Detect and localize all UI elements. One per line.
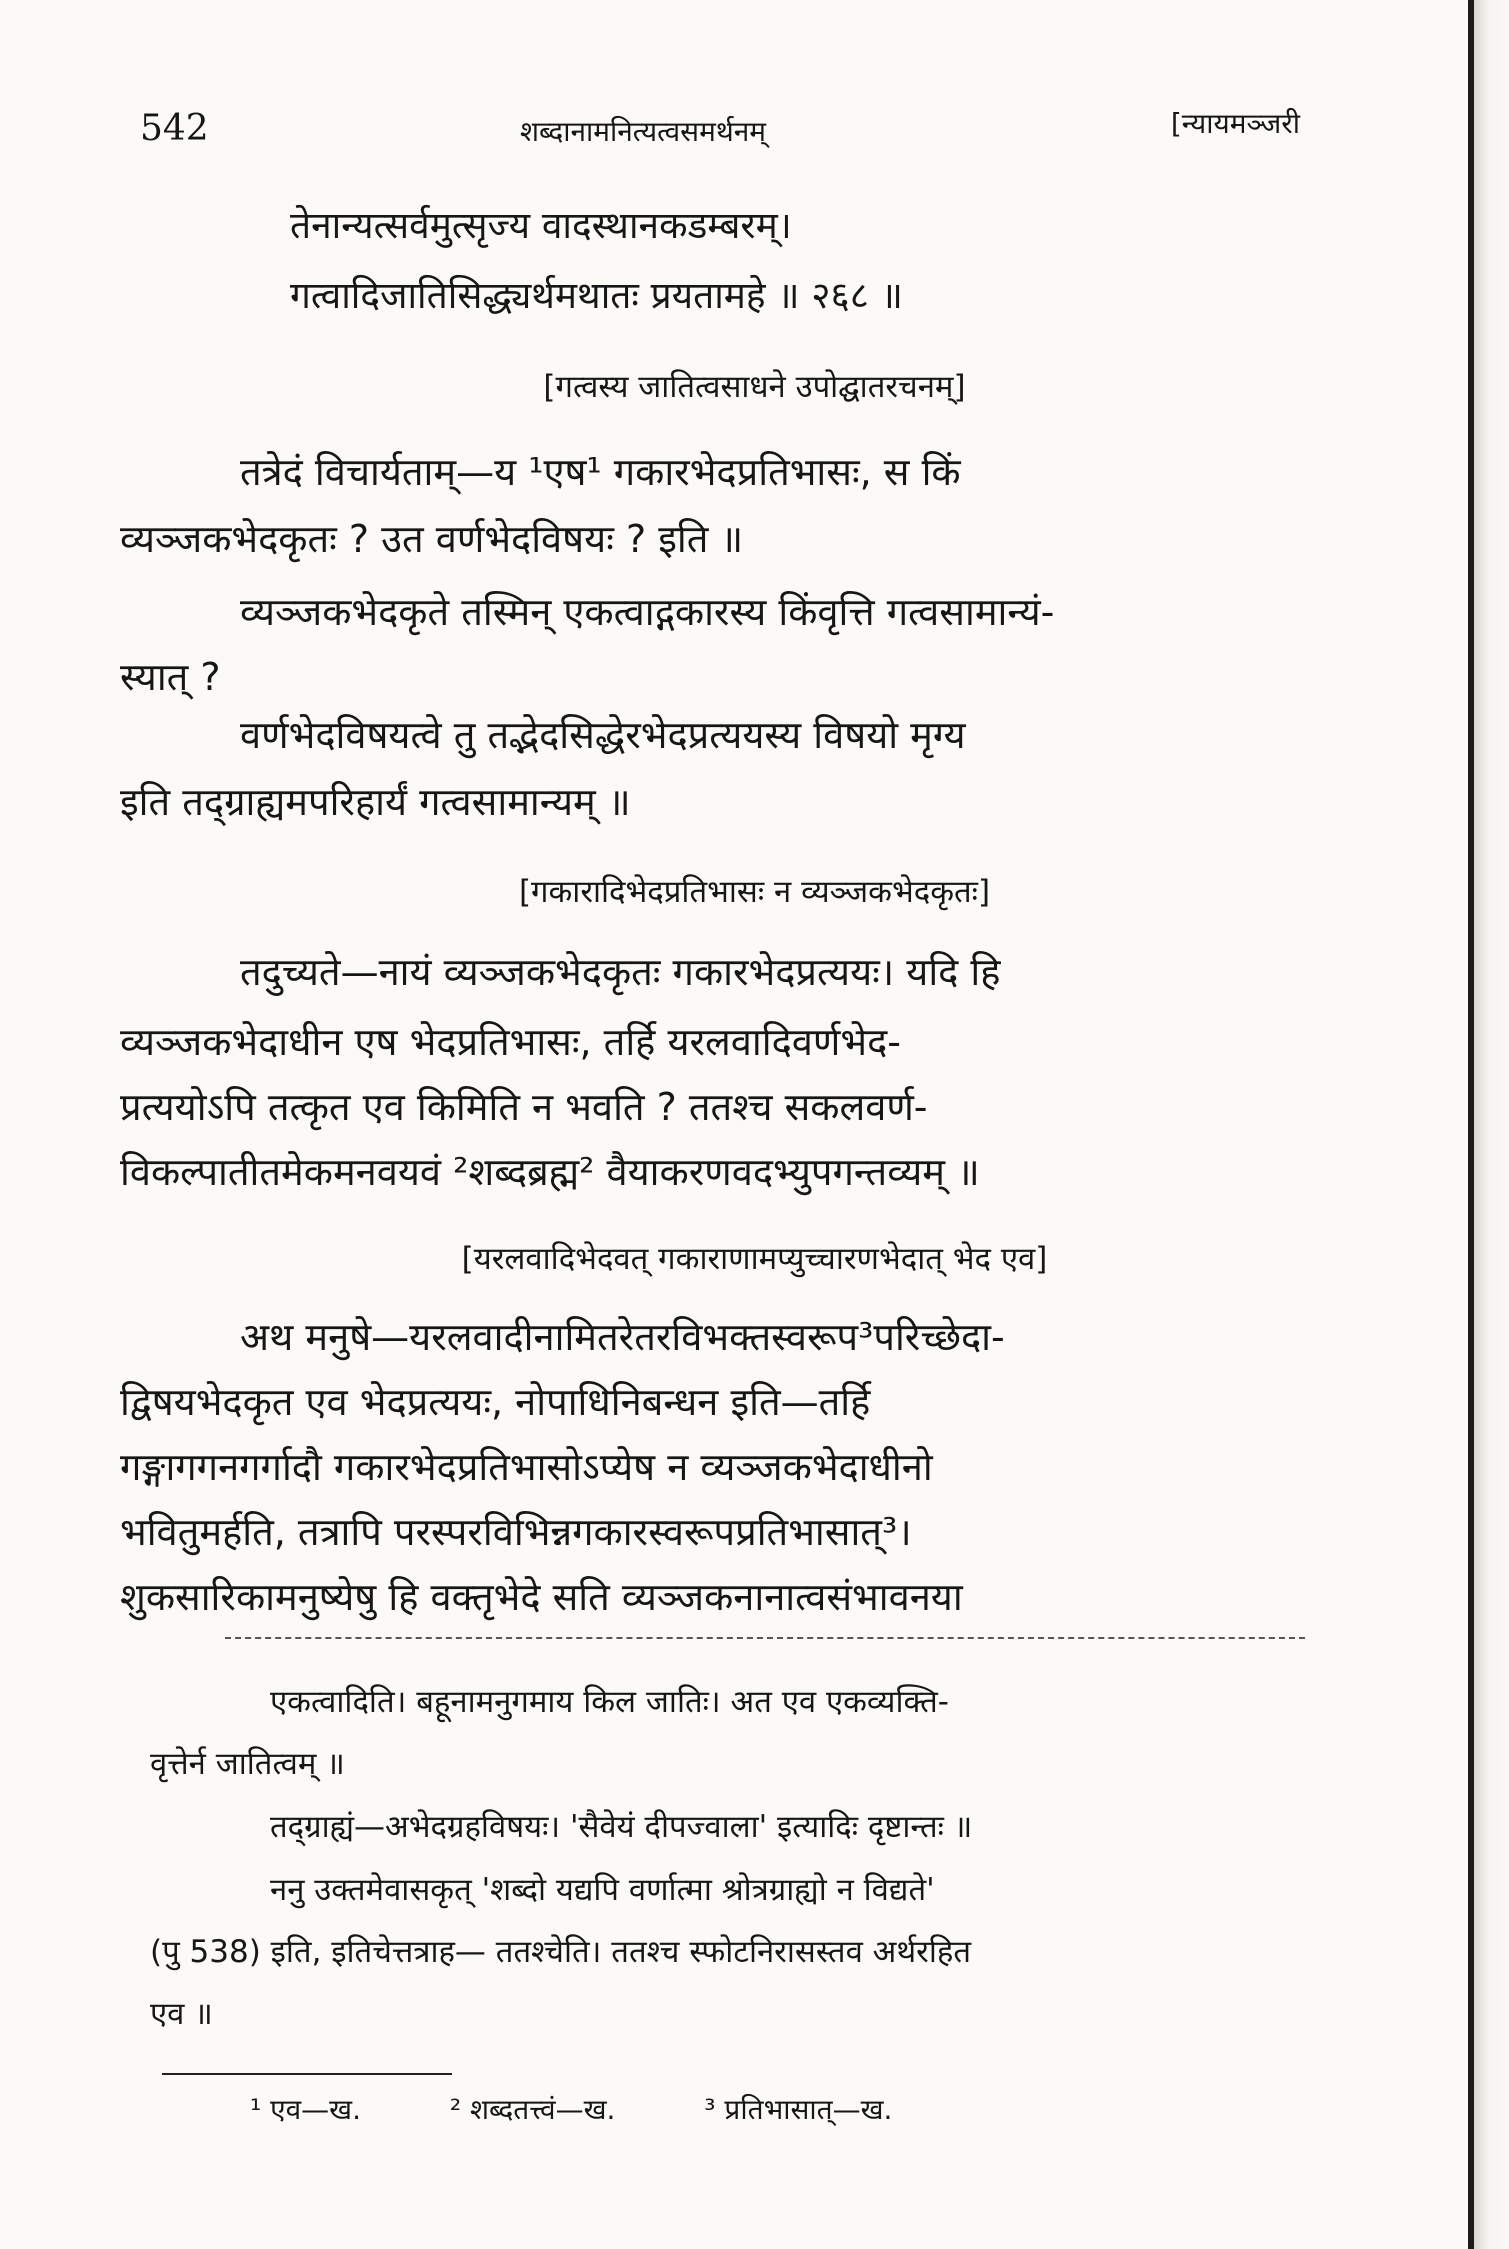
para5-line3: गङ्गागगनगर्गादौ गकारभेदप्रतिभासोऽप्येष न व्यञ्जकभेदाधीनो <box>120 1445 933 1489</box>
para2-line2: स्यात् ? <box>120 655 221 699</box>
para5-line2: द्विषयभेदकृत एव भेदप्रत्ययः, नोपाधिनिबन्धन इति—तर्हि <box>120 1380 871 1424</box>
para3-line2: इति तद्ग्राह्यमपरिहार्यं गत्वसामान्यम् ॥ <box>120 780 631 824</box>
note3-line2: (पु 538) इति, इतिचेत्तत्राह— ततश्चेति। ततश्च स्फोटनिरासस्तव अर्थरहित <box>150 1934 971 1970</box>
para5-line5: शुकसारिकामनुष्येषु हि वक्तृभेदे सति व्यञ्जकनानात्वसंभावनया <box>120 1575 963 1619</box>
footnote-3: ³ प्रतिभासात्—ख. <box>704 2093 893 2126</box>
section-heading-3: [यरलवादिभेदवत् गकाराणामप्युच्चारणभेदात् भेद एव] <box>461 1241 1048 1277</box>
para5-line1: अथ मनुषे—यरलवादीनामितरेतरविभक्तस्वरूप³परिच्छेदा- <box>240 1315 1005 1359</box>
para1-line2: व्यञ्जकभेदकृतः ? उत वर्णभेदविषयः ? इति ॥ <box>120 517 744 561</box>
para2-line1: व्यञ्जकभेदकृते तस्मिन् एकत्वाद्गकारस्य किंवृत्ति गत्वसामान्यं- <box>240 590 1055 634</box>
binding-shadow <box>1474 0 1509 2249</box>
running-title: शब्दानामनित्यत्वसमर्थनम् <box>520 115 767 148</box>
note3-line1: ननु उक्तमेवासकृत् 'शब्दो यद्यपि वर्णात्मा श्रोत्रग्राह्यो न विद्यते' <box>270 1872 935 1908</box>
verse-line-2: गत्वादिजातिसिद्ध्यर्थमथातः प्रयतामहे ॥ २६८ ॥ <box>290 274 903 317</box>
note1-line2: वृत्तेर्न जातित्वम् ॥ <box>150 1746 345 1782</box>
footnote-2: ² शब्दतत्त्वं—ख. <box>449 2093 616 2126</box>
section-heading-1: [गत्वस्य जातित्वसाधने उपोद्घातरचनम्] <box>543 369 966 405</box>
para4-line4: विकल्पातीतमेकमनवयवं ²शब्दब्रह्म² वैयाकरणवदभ्युपगन्तव्यम् ॥ <box>120 1150 980 1194</box>
page-header <box>140 100 1300 160</box>
footnote-1: ¹ एव—ख. <box>250 2093 361 2126</box>
para1-line1: तत्रेदं विचार्यताम्—य ¹एष¹ गकारभेदप्रतिभासः, स किं <box>240 450 961 494</box>
commentary-divider <box>225 1637 1305 1639</box>
section-heading-2: [गकारादिभेदप्रतिभासः न व्यञ्जकभेदकृतः] <box>518 874 991 910</box>
para4-line3: प्रत्ययोऽपि तत्कृत एव किमिति न भवति ? ततश्च सकलवर्ण- <box>120 1085 928 1129</box>
page-number: 542 <box>140 108 209 149</box>
para5-line4: भवितुमर्हति, तत्रापि परस्परविभिन्नगकारस्वरूपप्रतिभासात्³। <box>120 1510 912 1554</box>
para3-line1: वर्णभेदविषयत्वे तु तद्भेदसिद्धेरभेदप्रत्ययस्य विषयो मृग्य <box>240 713 966 757</box>
section-tag: [न्यायमञ्जरी <box>1170 107 1300 140</box>
binding-edge <box>1468 0 1474 2249</box>
verse-line-1: तेनान्यत्सर्वमुत्सृज्य वादस्थानकडम्बरम्। <box>290 204 792 247</box>
para4-line2: व्यञ्जकभेदाधीन एष भेदप्रतिभासः, तर्हि यरलवादिवर्णभेद- <box>120 1020 901 1064</box>
note2: तद्ग्राह्यं—अभेदग्रहविषयः। 'सैवेयं दीपज्वाला' इत्यादिः दृष्टान्तः ॥ <box>270 1809 973 1845</box>
note3-line3: एव ॥ <box>150 1996 213 2032</box>
para4-line1: तदुच्यते—नायं व्यञ्जकभेदकृतः गकारभेदप्रत्ययः। यदि हि <box>240 950 1001 994</box>
note1-line1: एकत्वादिति। बहूनामनुगमाय किल जातिः। अत एव एकव्यक्ति- <box>270 1684 949 1720</box>
footnote-rule <box>162 2073 452 2075</box>
footnotes <box>250 2090 972 2128</box>
